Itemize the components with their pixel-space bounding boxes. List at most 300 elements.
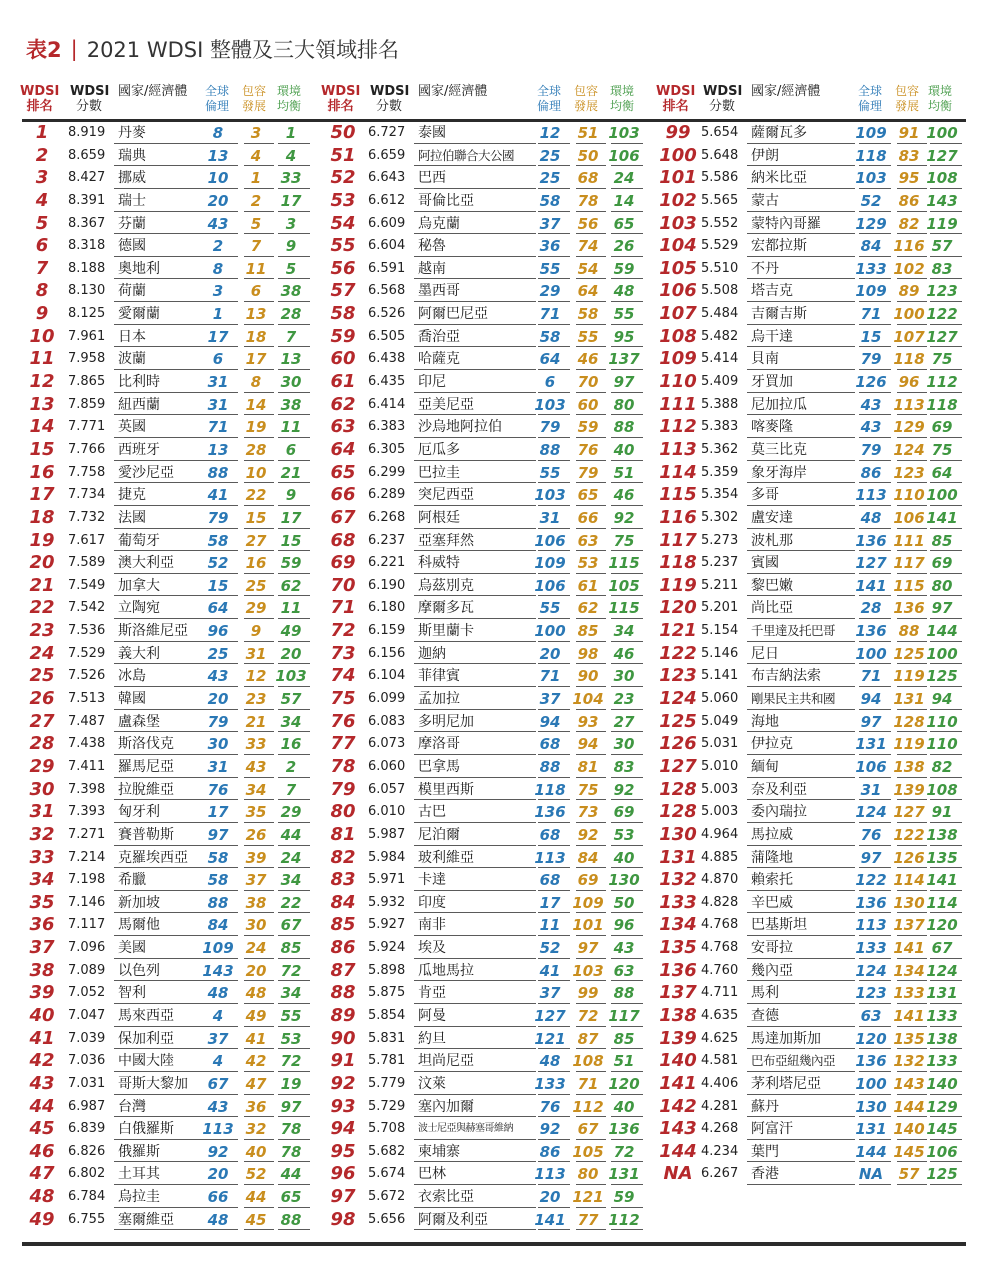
underline-environment [278,482,310,483]
environment-rank-cell: 59 [280,554,302,573]
score-cell: 6.839 [68,1121,106,1137]
country-cell: 納米比亞 [751,170,807,187]
rank-cell: 72 [330,620,356,642]
inclusion-rank-cell: 41 [245,1029,267,1048]
underline-country [414,482,536,483]
underline-ethics [538,324,570,325]
ethics-rank-cell: 31 [860,780,882,799]
country-cell: 尼日 [751,645,779,662]
underline-country [414,188,536,189]
score-cell: 6.643 [368,170,406,186]
score-cell: 7.487 [68,713,106,729]
rank-cell: 67 [330,506,356,528]
underline-environment [930,1139,962,1140]
country-cell: 千里達及托巴哥 [751,623,836,639]
score-cell: 5.388 [701,396,739,412]
inclusion-rank-cell: 19 [245,418,267,437]
underline-ethics [206,1116,238,1117]
underline-environment [611,392,643,393]
underline-country [414,845,536,846]
ethics-rank-cell: 71 [539,305,561,324]
inclusion-rank-cell: 83 [898,146,920,165]
score-cell: 6.268 [368,509,406,525]
environment-rank-cell: 34 [280,984,302,1003]
underline-country [414,1048,536,1049]
underline-inclusion [576,392,606,393]
underline-environment [278,618,310,619]
environment-rank-cell: 78 [280,1142,302,1161]
inclusion-rank-cell: 11 [245,259,267,278]
inclusion-rank-cell: 42 [245,1052,267,1071]
underline-ethics [538,233,570,234]
score-cell: 6.159 [368,623,406,639]
inclusion-rank-cell: 51 [577,124,599,142]
underline-ethics [538,301,570,302]
underline-inclusion [897,143,927,144]
underline-ethics [206,799,238,800]
underline-ethics [206,437,238,438]
rank-cell: 60 [330,348,356,370]
header-country: 國家/經濟體 [418,84,488,99]
environment-rank-cell: 28 [280,305,302,324]
underline-country [114,618,218,619]
underline-environment [611,505,643,506]
underline-ethics [206,324,238,325]
environment-rank-cell: 44 [280,1165,302,1184]
underline-environment [278,799,310,800]
underline-environment [611,437,643,438]
score-cell: 7.536 [68,623,106,639]
environment-rank-cell: 138 [926,1029,958,1048]
inclusion-rank-cell: 70 [577,373,599,392]
country-cell: 紐西蘭 [118,396,160,413]
country-cell: 葉門 [751,1143,779,1160]
score-cell: 7.766 [68,441,106,457]
rank-cell: 132 [659,869,697,891]
underline-environment [930,301,962,302]
underline-environment [930,188,962,189]
underline-country [414,1003,536,1004]
country-cell: 盧森堡 [118,713,160,730]
underline-ethics [538,278,570,279]
underline-environment [611,346,643,347]
underline-environment [278,278,310,279]
ethics-rank-cell: 52 [539,939,561,958]
underline-environment [930,641,962,642]
ethics-rank-cell: 84 [860,237,882,256]
underline-environment [278,935,310,936]
country-cell: 斯洛伐克 [118,736,174,753]
score-cell: 5.414 [701,351,739,367]
underline-inclusion [244,1094,274,1095]
ethics-rank-cell: 58 [539,327,561,346]
underline-environment [930,663,962,664]
score-cell: 6.987 [68,1098,106,1114]
underline-country [414,369,536,370]
country-cell: 泰國 [418,125,446,141]
environment-rank-cell: 38 [280,282,302,301]
score-cell: 8.659 [68,147,106,163]
underline-inclusion [897,437,927,438]
rank-cell: 44 [29,1095,55,1117]
underline-ethics [538,845,570,846]
country-cell: 蘇丹 [751,1098,779,1115]
country-cell: 馬拉威 [751,826,793,843]
ethics-rank-cell: 13 [207,440,229,459]
underline-country [747,143,855,144]
underline-environment [930,1026,962,1027]
inclusion-rank-cell: 49 [245,1006,267,1025]
inclusion-rank-cell: 2 [250,191,262,210]
underline-ethics [859,505,891,506]
country-cell: 波蘭 [118,351,146,368]
underline-country [414,1229,536,1230]
inclusion-rank-cell: 22 [245,486,267,505]
underline-country [414,392,536,393]
country-cell: 馬爾他 [118,917,160,934]
underline-country [114,799,218,800]
ethics-rank-cell: 66 [207,1188,229,1207]
underline-ethics [538,414,570,415]
rank-cell: 39 [29,982,55,1004]
rank-cell: 105 [659,257,697,279]
underline-ethics [206,256,238,257]
underline-ethics [206,958,238,959]
country-cell: 羅馬尼亞 [118,758,174,775]
country-cell: 中國大陸 [118,1053,174,1070]
ethics-rank-cell: 123 [855,984,887,1003]
rank-cell: 119 [659,574,697,596]
underline-country [114,686,218,687]
score-cell: 6.383 [368,419,406,435]
score-cell: 7.732 [68,509,106,525]
country-cell: 秘魯 [418,238,446,255]
ethics-rank-cell: 68 [539,825,561,844]
score-cell: 7.758 [68,464,106,480]
country-cell: 巴林 [418,1166,446,1183]
underline-ethics [206,414,238,415]
underline-inclusion [576,233,606,234]
underline-inclusion [897,550,927,551]
header-score [70,84,109,114]
score-cell: 7.865 [68,374,106,390]
score-cell: 5.898 [368,962,406,978]
ethics-rank-cell: 109 [855,282,887,301]
underline-country [414,958,536,959]
underline-ethics [206,845,238,846]
environment-rank-cell: 33 [280,169,302,188]
underline-country [747,686,855,687]
underline-environment [278,1207,310,1208]
score-cell: 7.089 [68,962,106,978]
underline-ethics [859,822,891,823]
environment-rank-cell: 106 [926,1142,958,1161]
underline-environment [278,958,310,959]
underline-environment [278,1229,310,1230]
header-environment-balance-line: 環境 [610,84,635,98]
environment-rank-cell: 75 [613,531,635,550]
environment-rank-cell: 30 [613,735,635,754]
inclusion-rank-cell: 107 [893,327,925,346]
underline-ethics [859,641,891,642]
country-cell: 吉爾吉斯 [751,306,807,323]
country-cell: 瑞典 [118,147,146,164]
country-cell: 阿根廷 [418,509,460,526]
country-cell: 亞塞拜然 [418,532,474,549]
underline-country [747,211,855,212]
underline-inclusion [897,1184,927,1185]
underline-inclusion [576,437,606,438]
inclusion-rank-cell: 144 [893,1097,925,1116]
score-cell: 5.654 [701,125,739,140]
rank-cell: 84 [330,891,356,913]
underline-inclusion [244,754,274,755]
score-cell: 6.784 [68,1189,106,1205]
inclusion-rank-cell: 141 [893,939,925,958]
page-title [26,32,399,66]
country-cell: 奧地利 [118,260,160,277]
country-cell: 智利 [118,985,146,1002]
inclusion-rank-cell: 72 [577,1006,599,1025]
underline-ethics [859,1184,891,1185]
underline-ethics [859,188,891,189]
inclusion-rank-cell: 102 [893,259,925,278]
underline-country [747,1116,855,1117]
underline-country [414,754,536,755]
environment-rank-cell: 80 [931,576,953,595]
underline-inclusion [897,754,927,755]
header-global-ethics-line: 倫理 [537,99,562,113]
underline-environment [278,1161,310,1162]
underline-ethics [859,437,891,438]
underline-environment [278,912,310,913]
rank-cell: 100 [659,144,697,166]
underline-ethics [859,346,891,347]
country-cell: 越南 [418,260,446,277]
underline-inclusion [897,980,927,981]
underline-inclusion [897,822,927,823]
country-cell: 塔吉克 [751,283,793,300]
underline-environment [611,912,643,913]
underline-environment [930,799,962,800]
country-cell: 希臘 [118,872,146,889]
rank-cell: 41 [29,1027,55,1049]
underline-country [114,935,218,936]
inclusion-rank-cell: 17 [245,350,267,369]
rank-cell: 142 [659,1095,697,1117]
underline-country [114,1116,218,1117]
inclusion-rank-cell: 118 [893,350,925,369]
score-cell: 7.096 [68,940,106,956]
country-cell: 委內瑞拉 [751,804,807,821]
score-cell: 5.682 [368,1143,406,1159]
underline-inclusion [576,550,606,551]
country-cell: 埃及 [418,940,446,957]
environment-rank-cell: 1 [285,124,297,142]
country-cell: 貝南 [751,351,779,368]
rank-cell: 7 [35,257,49,279]
underline-environment [278,1048,310,1049]
underline-country [114,1071,218,1072]
underline-inclusion [576,482,606,483]
title-divider: | [70,37,78,61]
underline-environment [930,822,962,823]
rank-cell: 11 [29,348,55,370]
rank-cell: 139 [659,1027,697,1049]
underline-inclusion [244,822,274,823]
underline-country [414,618,536,619]
rank-cell: 96 [330,1163,356,1185]
score-cell: 5.831 [368,1030,406,1046]
header-global-ethics-line: 全球 [537,84,562,98]
ethics-rank-cell: 109 [534,554,566,573]
country-cell: 俄羅斯 [118,1143,160,1160]
score-cell: 7.198 [68,872,106,888]
ethics-rank-cell: 79 [860,350,882,369]
rank-cell: 25 [29,665,55,687]
ethics-rank-cell: 103 [534,486,566,505]
environment-rank-cell: 88 [613,984,635,1003]
inclusion-rank-cell: 126 [893,848,925,867]
header-country: 國家/經濟體 [118,84,188,99]
underline-country [414,573,536,574]
country-cell: 烏干達 [751,328,793,345]
inclusion-rank-cell: 52 [245,1165,267,1184]
underline-ethics [538,754,570,755]
country-cell: 挪威 [118,170,146,187]
environment-rank-cell: 120 [926,916,958,935]
rank-cell: 107 [659,303,697,325]
score-cell: 8.391 [68,192,106,208]
underline-ethics [206,1003,238,1004]
underline-country [114,845,218,846]
score-cell: 6.609 [368,215,406,231]
underline-ethics [859,482,891,483]
rank-cell: 113 [659,438,697,460]
environment-rank-cell: 145 [926,1120,958,1139]
rank-cell: 90 [330,1027,356,1049]
country-cell: 拉脫維亞 [118,781,174,798]
inclusion-rank-cell: 116 [893,237,925,256]
underline-inclusion [897,1048,927,1049]
underline-country [747,663,855,664]
score-cell: 7.214 [68,849,106,865]
inclusion-rank-cell: 145 [893,1142,925,1161]
rank-cell: 109 [659,348,697,370]
environment-rank-cell: 95 [613,327,635,346]
inclusion-rank-cell: 31 [245,644,267,663]
rank-cell: 32 [29,823,55,845]
ethics-rank-cell: 131 [855,1120,887,1139]
environment-rank-cell: 34 [280,871,302,890]
underline-country [114,912,218,913]
underline-environment [611,799,643,800]
underline-environment [278,414,310,415]
score-cell: 6.267 [701,1166,739,1182]
country-cell: 白俄羅斯 [118,1121,174,1138]
score-cell: 6.010 [368,804,406,820]
rank-cell: 1 [35,122,49,143]
country-cell: 馬來西亞 [118,1007,174,1024]
header-rank-line: 排名 [26,99,53,114]
underline-environment [930,595,962,596]
environment-rank-cell: 51 [613,1052,635,1071]
country-cell: 巴拉圭 [418,464,460,481]
underline-inclusion [244,1229,274,1230]
inclusion-rank-cell: 109 [572,893,604,912]
underline-environment [611,188,643,189]
underline-inclusion [576,845,606,846]
ethics-rank-cell: 133 [534,1074,566,1093]
underline-ethics [206,1207,238,1208]
underline-ethics [859,1048,891,1049]
country-cell: 香港 [751,1166,779,1183]
underline-environment [278,505,310,506]
inclusion-rank-cell: 76 [577,440,599,459]
score-cell: 6.568 [368,283,406,299]
ethics-rank-cell: 20 [539,1188,561,1207]
inclusion-rank-cell: 59 [577,418,599,437]
rank-cell: 64 [330,438,356,460]
inclusion-rank-cell: 38 [245,893,267,912]
environment-rank-cell: 105 [608,576,640,595]
underline-country [114,301,218,302]
ethics-rank-cell: 106 [534,531,566,550]
ethics-rank-cell: 113 [534,848,566,867]
environment-rank-cell: 49 [280,622,302,641]
ethics-rank-cell: 127 [855,554,887,573]
rank-cell: 48 [29,1186,55,1208]
score-cell: 8.188 [68,260,106,276]
environment-rank-cell: 53 [280,1029,302,1048]
underline-environment [611,1071,643,1072]
underline-country [414,165,536,166]
underline-country [747,460,855,461]
ethics-rank-cell: 17 [207,327,229,346]
environment-rank-cell: 94 [931,690,953,709]
underline-inclusion [897,1161,927,1162]
rank-cell: 66 [330,484,356,506]
rank-cell: 81 [330,823,356,845]
country-cell: 賓國 [751,555,779,572]
underline-environment [278,1184,310,1185]
score-cell: 5.984 [368,849,406,865]
ethics-rank-cell: 136 [855,622,887,641]
underline-environment [611,460,643,461]
rank-cell: 55 [330,235,356,257]
inclusion-rank-cell: 40 [245,1142,267,1161]
ethics-rank-cell: 136 [534,803,566,822]
environment-rank-cell: 69 [613,803,635,822]
environment-rank-cell: 65 [280,1188,302,1207]
underline-country [747,799,855,800]
underline-ethics [538,709,570,710]
score-cell: 6.612 [368,192,406,208]
underline-ethics [206,1048,238,1049]
underline-inclusion [244,618,274,619]
environment-rank-cell: 88 [613,418,635,437]
underline-inclusion [576,1207,606,1208]
underline-country [747,165,855,166]
underline-environment [611,256,643,257]
score-cell: 5.482 [701,328,739,344]
underline-ethics [206,1094,238,1095]
rank-cell: 89 [330,1004,356,1026]
inclusion-rank-cell: 64 [577,282,599,301]
underline-country [114,754,218,755]
underline-inclusion [576,618,606,619]
underline-environment [278,890,310,891]
